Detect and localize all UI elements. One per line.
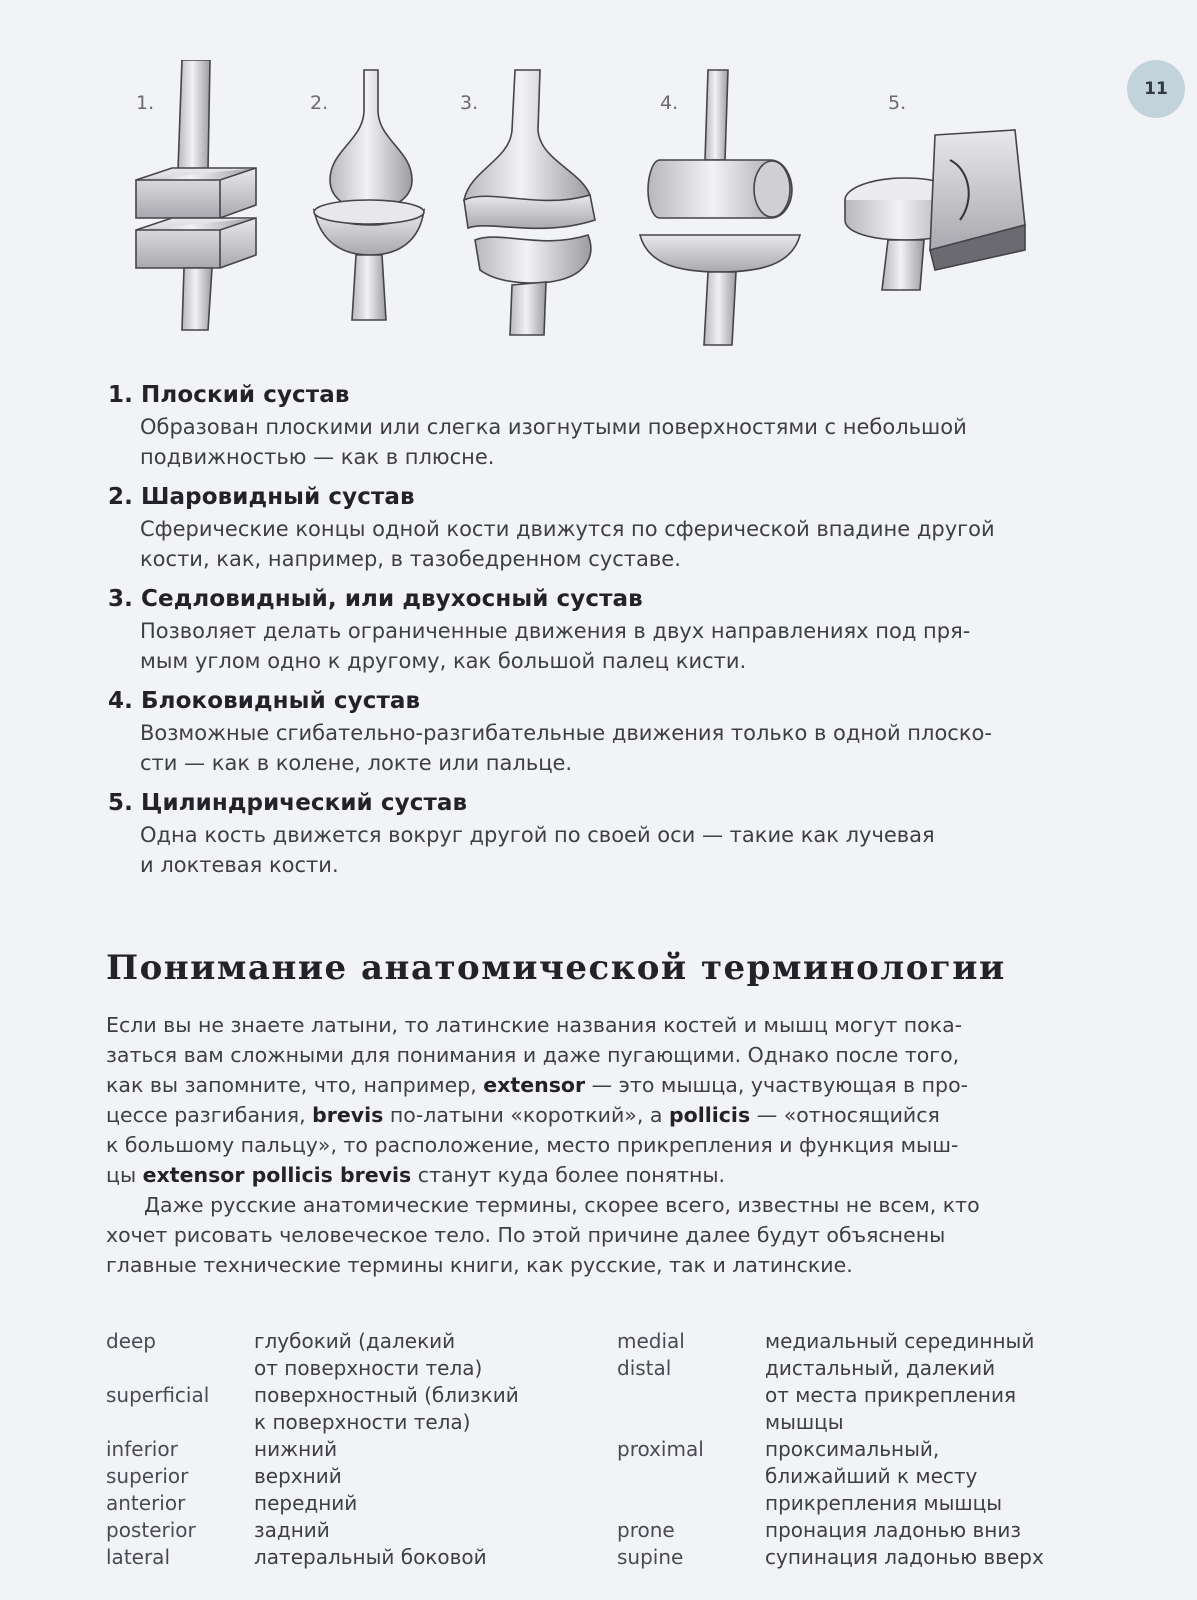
intro-text	[106, 1010, 1066, 1280]
glossary-definition	[765, 1436, 1065, 1517]
joint-item	[108, 786, 1108, 880]
glossary-entry	[106, 1436, 554, 1463]
glossary-definition: передний	[254, 1491, 358, 1515]
glossary-entry	[617, 1544, 1065, 1571]
figure-label-4: 4.	[660, 92, 679, 114]
definition-line: к поверхности тела)	[254, 1410, 471, 1434]
figure-label-3: 3.	[460, 92, 479, 114]
glossary-term: medial	[617, 1329, 685, 1353]
saddle-joint-drawing	[464, 70, 595, 335]
text-line: заться вам сложными для понимания и даже пугающими. Однако после того,	[106, 1043, 960, 1067]
glossary-entry	[106, 1328, 554, 1382]
glossary-definition	[765, 1355, 1065, 1436]
joint-title: 2. Шаровидный сустав	[108, 484, 415, 510]
joint-item	[108, 684, 1108, 778]
definition-line: проксимальный,	[765, 1437, 940, 1461]
glossary-definition: медиальный серединный	[765, 1329, 1035, 1353]
definition-line: ближайший к месту	[765, 1464, 978, 1488]
figure-label-1: 1.	[136, 92, 155, 114]
paragraph-2	[106, 1190, 1066, 1280]
glossary-definition: нижний	[254, 1437, 338, 1461]
glossary-term: superior	[106, 1464, 189, 1488]
joint-drawings	[120, 60, 1060, 360]
glossary-entry	[617, 1436, 1065, 1517]
plane-joint-drawing	[136, 60, 256, 330]
glossary-entry	[106, 1490, 554, 1517]
definition-line: от поверхности тела)	[254, 1356, 483, 1380]
joint-item	[108, 480, 1108, 574]
glossary-definition	[254, 1328, 554, 1382]
definition-line: глубокий (далекий	[254, 1329, 456, 1353]
latin-term: extensor pollicis brevis	[142, 1163, 412, 1187]
section-heading: Понимание анатомической терминологии	[106, 948, 1006, 988]
description-line: Образован плоскими или слегка изогнутыми поверхностями с небольшой	[140, 415, 967, 439]
description-line: Сферические концы одной кости движутся по сферической впадине другой	[140, 517, 995, 541]
text-run: по-латыни «короткий», а	[383, 1103, 669, 1127]
hinge-joint-drawing	[640, 70, 800, 345]
page-number-badge	[1127, 60, 1185, 118]
glossary-definition: супинация ладонью вверх	[765, 1545, 1044, 1569]
description-line: подвижностью — как в плюсне.	[140, 445, 495, 469]
joint-title: 5. Цилиндрический сустав	[108, 790, 468, 816]
joint-item	[108, 378, 1108, 472]
joint-title: 4. Блоковидный сустав	[108, 688, 421, 714]
glossary-term: deep	[106, 1329, 156, 1353]
glossary-entry	[617, 1355, 1065, 1436]
glossary-definition: латеральный боковой	[254, 1545, 487, 1569]
glossary-definition: задний	[254, 1518, 330, 1542]
description-line: кости, как, например, в тазобедренном суставе.	[140, 547, 681, 571]
text-run: — «относящийся	[750, 1103, 940, 1127]
description-line: сти — как в колене, локте или пальце.	[140, 751, 573, 775]
text-line: главные технические термины книги, как русские, так и латинские.	[106, 1253, 853, 1277]
definition-line: мышцы	[765, 1410, 844, 1434]
description-line: Позволяет делать ограниченные движения в двух направлениях под пря-	[140, 619, 971, 643]
glossary-term: anterior	[106, 1491, 186, 1515]
text-line: Даже русские анатомические термины, скорее всего, известны не всем, кто	[144, 1193, 980, 1217]
text-line: к большому пальцу», то расположение, место прикрепления и функция мыш-	[106, 1133, 959, 1157]
joint-description	[140, 412, 1080, 472]
description-line: мым углом одно к другому, как большой палец кисти.	[140, 649, 747, 673]
glossary-term: lateral	[106, 1545, 170, 1569]
latin-term: brevis	[312, 1103, 384, 1127]
text-line: Если вы не знаете латыни, то латинские названия костей и мышц могут пока-	[106, 1013, 963, 1037]
description-line: Возможные сгибательно-разгибательные движения только в одной плоско-	[140, 721, 992, 745]
joint-description	[140, 718, 1080, 778]
joint-title: 3. Седловидный, или двухосный сустав	[108, 586, 643, 612]
glossary-term: supine	[617, 1545, 684, 1569]
glossary-entry	[106, 1463, 554, 1490]
description-line: Одна кость движется вокруг другой по своей оси — такие как лучевая	[140, 823, 935, 847]
definition-line: от места прикрепления	[765, 1383, 1017, 1407]
definition-line: прикрепления мышцы	[765, 1491, 1003, 1515]
glossary-entry	[106, 1544, 554, 1571]
glossary-term: distal	[617, 1356, 672, 1380]
figure-label-2: 2.	[310, 92, 329, 114]
definition-line: дистальный, далекий	[765, 1356, 996, 1380]
joint-types-list	[108, 378, 1108, 888]
text-run: цессе разгибания,	[106, 1103, 313, 1127]
definition-line: поверхностный (близкий	[254, 1383, 519, 1407]
text-line: хочет рисовать человеческое тело. По этой причине далее будут объяснены	[106, 1223, 946, 1247]
glossary-right-column	[617, 1328, 1065, 1571]
text-run: станут куда более понятны.	[411, 1163, 726, 1187]
glossary-definition	[254, 1382, 554, 1436]
joint-description	[140, 820, 1080, 880]
text-run: цы	[106, 1163, 143, 1187]
glossary-term: posterior	[106, 1518, 196, 1542]
glossary-term: superficial	[106, 1383, 210, 1407]
glossary-term: proximal	[617, 1437, 704, 1461]
text-run: — это мышца, участвующая в про-	[585, 1073, 969, 1097]
latin-term: pollicis	[668, 1103, 751, 1127]
glossary-definition: верхний	[254, 1464, 342, 1488]
text-run: как вы запомните, что, например,	[106, 1073, 484, 1097]
latin-term: extensor	[483, 1073, 586, 1097]
glossary-definition: пронация ладонью вниз	[765, 1518, 1021, 1542]
glossary-entry	[617, 1328, 1065, 1355]
glossary-term: inferior	[106, 1437, 178, 1461]
figure-label-5: 5.	[888, 92, 907, 114]
glossary-entry	[106, 1517, 554, 1544]
page-number: 11	[1144, 79, 1168, 99]
joint-title: 1. Плоский сустав	[108, 382, 350, 408]
joint-description	[140, 514, 1080, 574]
description-line: и локтевая кости.	[140, 853, 339, 877]
glossary-left-column	[106, 1328, 554, 1571]
glossary-entry	[106, 1382, 554, 1436]
glossary-term: prone	[617, 1518, 675, 1542]
ball-joint-drawing	[314, 70, 424, 320]
glossary-entry	[617, 1517, 1065, 1544]
joint-item	[108, 582, 1108, 676]
joint-description	[140, 616, 1080, 676]
pivot-joint-drawing	[845, 130, 1025, 290]
joint-illustrations	[120, 60, 1060, 360]
paragraph-1	[106, 1010, 1066, 1190]
